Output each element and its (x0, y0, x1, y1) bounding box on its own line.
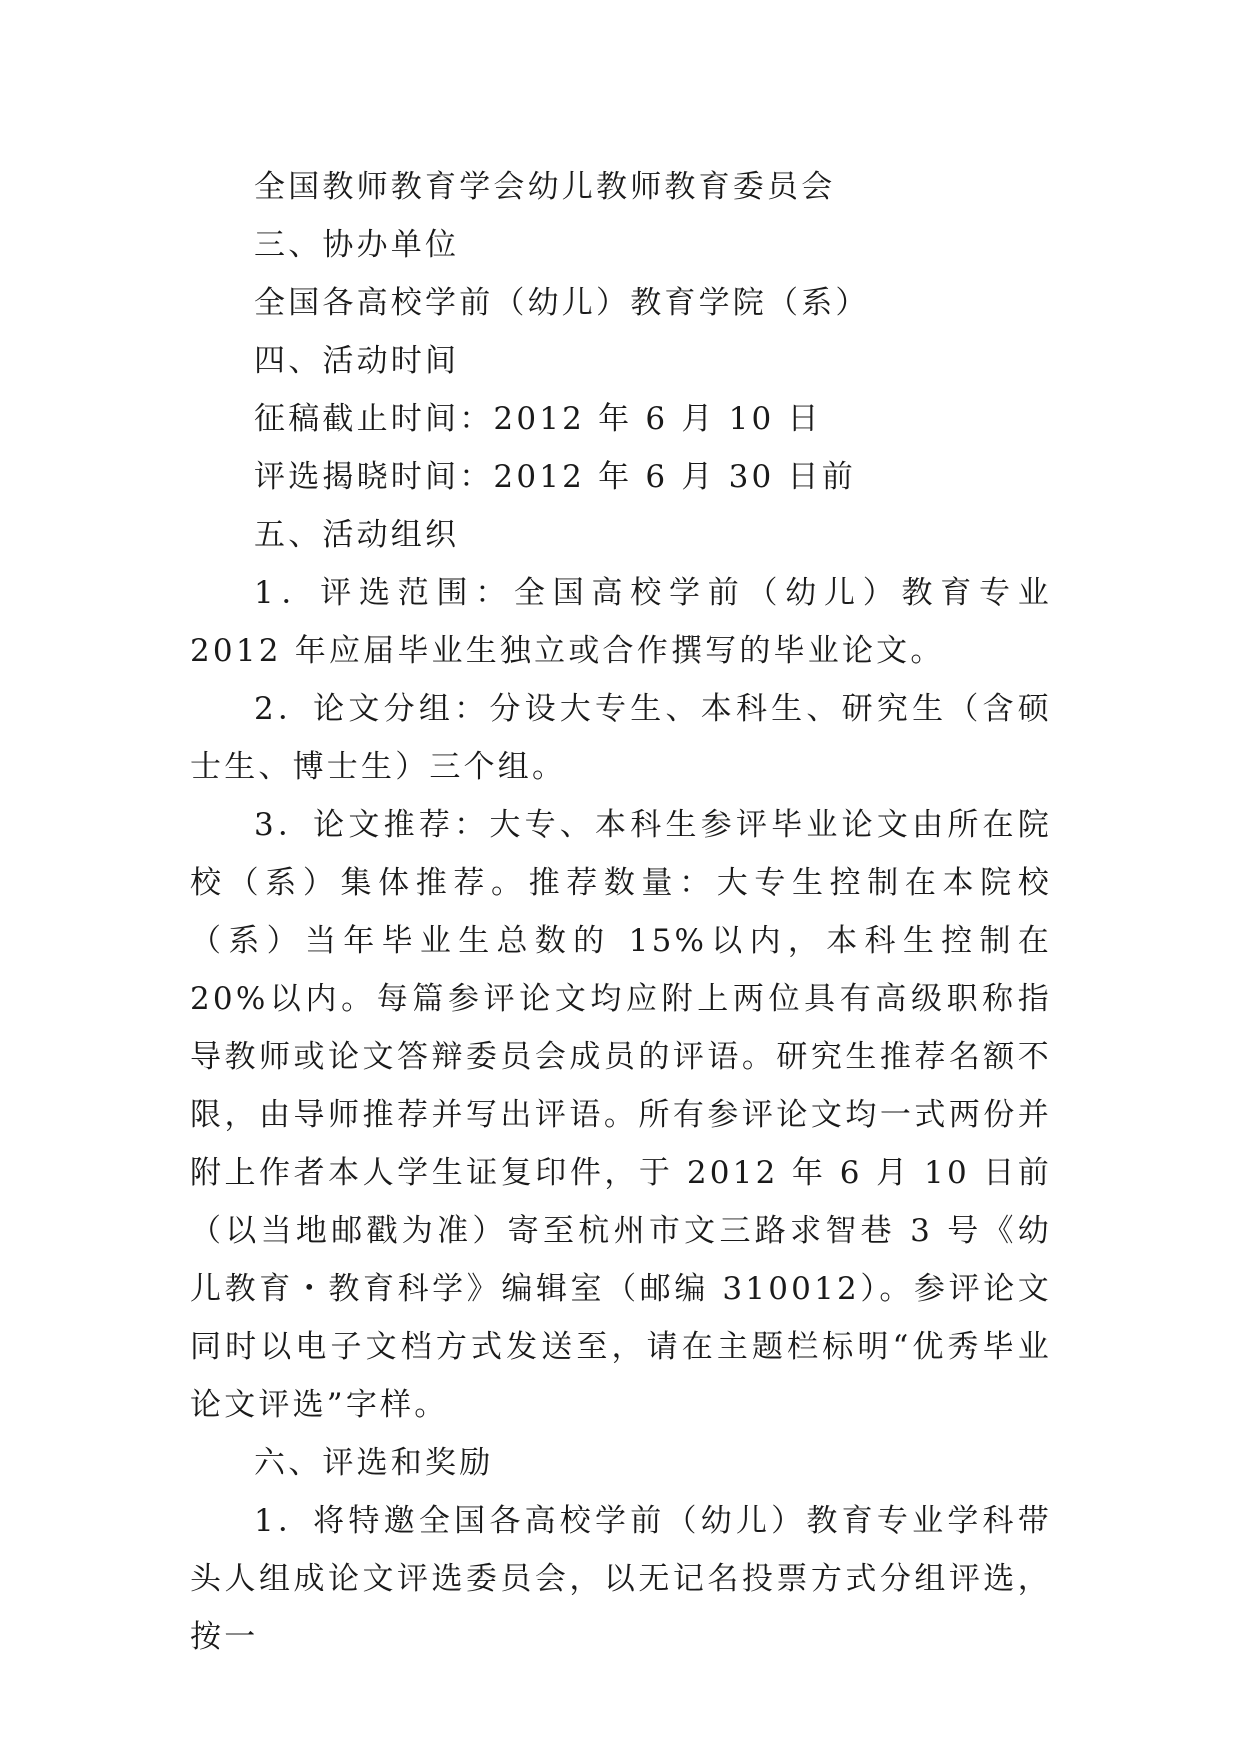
paragraph-paper-recommendation: 3．论文推荐：大专、本科生参评毕业论文由所在院校（系）集体推荐。推荐数量：大专生控制在本院校（系）当年毕业生总数的 15%以内，本科生控制在 20%以内。每篇参评论文均应附上两位具有高级职称指导教师或论文答辩委员会成员的评语。研究生推荐名额不限，由导师推荐并写出评语。所有参评论文均一式两份并附上作者本人学生证复印件，于 2012 年 6 月 10 日前（以当地邮戳为准）寄至杭州市文三路求智巷 3 号《幼儿教育・教育科学》编辑室（邮编 310012）。参评论文同时以电子文档方式发送至，请在主题栏标明“优秀毕业论文评选”字样。 (190, 807, 1052, 1423)
document-body (190, 158, 1052, 1666)
paragraph-submission-deadline: 征稿截止时间：2012 年 6 月 10 日 (254, 401, 822, 437)
section-heading-activity-time: 四、活动时间 (254, 343, 460, 379)
paragraph-co-organizer-name: 全国各高校学前（幼儿）教育学院（系） (254, 285, 870, 321)
section-heading-co-organizers: 三、协办单位 (254, 227, 460, 263)
section-heading-selection-awards: 六、评选和奖励 (254, 1445, 494, 1481)
paragraph-selection-scope: 1．评选范围：全国高校学前（幼儿）教育专业 2012 年应届毕业生独立或合作撰写的毕业论文。 (190, 575, 1052, 669)
paragraph-paper-groups: 2．论文分组：分设大专生、本科生、研究生（含硕士生、博士生）三个组。 (190, 691, 1052, 785)
section-heading-activity-organization: 五、活动组织 (254, 517, 460, 553)
paragraph-result-announcement: 评选揭晓时间：2012 年 6 月 30 日前 (254, 459, 856, 495)
paragraph-organizer-name: 全国教师教育学会幼儿教师教育委员会 (254, 169, 836, 205)
paragraph-selection-committee: 1．将特邀全国各高校学前（幼儿）教育专业学科带头人组成论文评选委员会，以无记名投票方式分组评选，按一 (190, 1503, 1052, 1655)
